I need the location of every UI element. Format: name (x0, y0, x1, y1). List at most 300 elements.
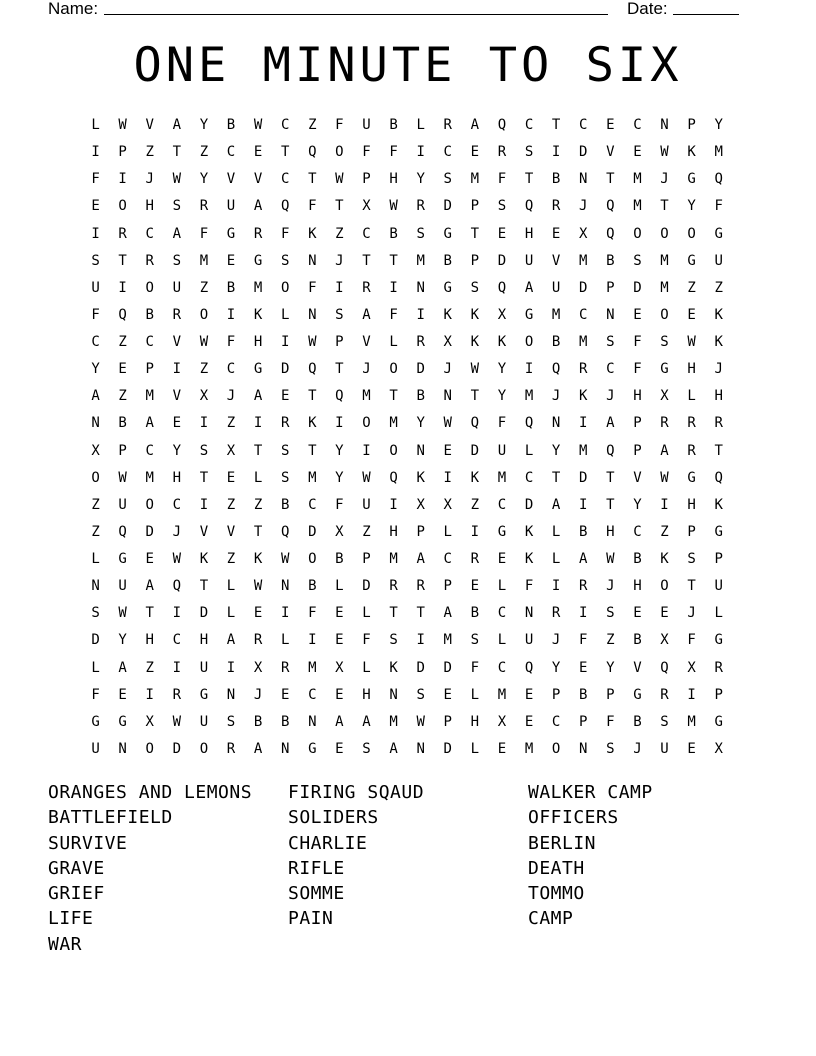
grid-letter: U (660, 740, 669, 757)
grid-letter: I (253, 415, 263, 432)
word-list-item: GRIEF (48, 883, 105, 905)
grid-letter: A (253, 388, 263, 405)
grid-letter: M (389, 713, 398, 730)
grid-letter: Q (172, 578, 182, 595)
grid-letter: J (253, 686, 263, 703)
grid-letter: S (606, 334, 615, 350)
grid-letter: I (280, 334, 290, 350)
grid-letter: L (443, 523, 452, 540)
grid-letter: T (606, 469, 615, 486)
grid-letter: S (362, 740, 371, 757)
grid-letter: K (443, 306, 452, 323)
grid-letter: O (91, 469, 100, 486)
grid-letter: M (579, 252, 588, 269)
grid-letter: R (172, 686, 182, 703)
grid-letter: A (172, 117, 182, 133)
grid-letter: O (362, 415, 371, 432)
grid-letter: B (633, 551, 642, 567)
grid-row (82, 250, 736, 277)
grid-letter: V (362, 334, 371, 350)
grid-letter: R (362, 279, 371, 296)
grid-letter: F (362, 144, 371, 161)
grid-letter: G (687, 171, 696, 188)
grid-letter: R (389, 578, 398, 595)
grid-letter: Q (118, 306, 127, 323)
grid-letter: A (145, 415, 154, 432)
grid-letter: X (443, 496, 452, 513)
grid-letter: L (226, 605, 236, 622)
grid-letter: K (714, 334, 723, 350)
grid-letter: E (470, 144, 480, 161)
grid-letter: G (253, 361, 263, 378)
grid-letter: Z (145, 144, 154, 161)
grid-letter: I (524, 361, 534, 378)
grid-letter: B (335, 551, 344, 567)
grid-letter: W (308, 334, 317, 350)
grid-letter: E (660, 605, 669, 622)
grid-letter: F (470, 659, 480, 676)
grid-letter: X (497, 306, 507, 323)
grid-letter: S (172, 252, 182, 269)
grid-letter: S (91, 252, 100, 269)
grid-letter: S (172, 198, 182, 215)
grid-letter: A (416, 551, 425, 567)
grid-letter: E (579, 659, 588, 676)
grid-letter: Q (389, 469, 398, 486)
grid-row (82, 440, 736, 467)
grid-row (82, 629, 736, 656)
grid-letter: P (633, 415, 642, 432)
grid-letter: R (660, 686, 669, 703)
grid-letter: W (606, 551, 615, 567)
grid-letter: X (714, 740, 723, 757)
grid-letter: E (335, 686, 344, 703)
grid-letter: J (660, 171, 669, 188)
grid-letter: I (226, 659, 236, 676)
grid-letter: D (91, 632, 100, 649)
grid-letter: K (470, 334, 480, 350)
grid-letter: T (389, 252, 398, 269)
grid-letter: Y (416, 171, 425, 188)
grid-row (82, 711, 736, 738)
grid-letter: U (497, 442, 507, 459)
grid-letter: N (524, 605, 534, 622)
grid-letter: W (389, 198, 398, 215)
grid-letter: P (470, 252, 480, 269)
grid-letter: S (280, 469, 290, 486)
grid-letter: F (91, 686, 100, 703)
grid-letter: C (172, 496, 182, 513)
grid-letter: Z (226, 415, 236, 432)
grid-letter: B (470, 605, 480, 622)
grid-letter: Q (606, 225, 615, 242)
grid-letter: U (118, 578, 127, 595)
grid-letter: D (362, 578, 371, 595)
grid-letter: E (280, 686, 290, 703)
grid-letter: L (226, 578, 236, 595)
grid-letter: I (687, 686, 696, 703)
grid-letter: P (714, 551, 723, 567)
grid-letter: C (145, 334, 154, 350)
grid-letter: K (579, 388, 588, 405)
word-list-item: WALKER CAMP (528, 782, 653, 803)
grid-letter: D (199, 605, 209, 622)
grid-letter: W (118, 117, 127, 133)
grid-letter: F (579, 632, 588, 649)
grid-letter: J (335, 252, 344, 269)
grid-letter: N (443, 388, 452, 405)
grid-letter: C (524, 117, 534, 133)
grid-letter: N (91, 578, 100, 595)
grid-letter: C (443, 551, 452, 567)
grid-letter: A (443, 605, 452, 622)
grid-letter: F (335, 117, 344, 133)
grid-letter: B (633, 632, 642, 649)
grid-letter: S (416, 686, 425, 703)
grid-row (82, 412, 736, 439)
grid-letter: E (443, 686, 452, 703)
grid-letter: Y (551, 442, 561, 459)
grid-letter: J (633, 740, 642, 757)
grid-letter: S (497, 198, 507, 215)
grid-letter: W (118, 469, 127, 486)
grid-letter: I (551, 578, 561, 595)
word-list-item: BERLIN (528, 832, 597, 854)
grid-letter: H (145, 198, 154, 215)
grid-letter: C (280, 171, 290, 188)
grid-letter: Z (118, 388, 127, 405)
grid-letter: K (524, 551, 534, 567)
grid-letter: C (443, 144, 452, 161)
grid-letter: O (145, 496, 154, 513)
word-list-item: ORANGES AND LEMONS (48, 782, 253, 803)
grid-letter: S (633, 252, 642, 269)
grid-letter: I (416, 306, 425, 323)
grid-letter: R (660, 415, 669, 432)
grid-letter: W (253, 117, 263, 133)
grid-letter: W (172, 551, 182, 567)
name-blank-line (104, 14, 608, 15)
grid-letter: I (470, 523, 480, 540)
grid-row (82, 168, 736, 195)
grid-letter: M (579, 442, 588, 459)
grid-letter: E (551, 225, 561, 242)
grid-letter: P (633, 442, 642, 459)
grid-letter: A (660, 442, 669, 459)
grid-letter: G (714, 225, 723, 242)
grid-letter: T (551, 469, 561, 486)
word-list-item: CAMP (528, 908, 574, 930)
grid-letter: M (145, 469, 154, 486)
grid-letter: H (172, 469, 182, 486)
grid-row (82, 223, 736, 250)
grid-letter: K (389, 659, 398, 676)
grid-letter: D (579, 469, 588, 486)
grid-row (82, 277, 736, 304)
grid-letter: M (497, 469, 507, 486)
grid-letter: V (226, 171, 236, 188)
grid-letter: X (226, 442, 236, 459)
grid-letter: U (362, 117, 371, 133)
grid-row (82, 304, 736, 331)
grid-letter: E (280, 388, 290, 405)
grid-letter: T (470, 225, 480, 242)
grid-letter: P (118, 144, 127, 161)
grid-letter: I (579, 605, 588, 622)
grid-letter: Z (226, 496, 236, 513)
grid-letter: X (579, 225, 588, 242)
grid-letter: H (633, 388, 642, 405)
grid-letter: C (308, 496, 317, 513)
grid-letter: Q (280, 198, 290, 215)
grid-letter: W (280, 551, 290, 567)
grid-letter: T (362, 252, 371, 269)
grid-letter: S (280, 442, 290, 459)
letter-grid (82, 114, 736, 762)
grid-letter: W (199, 334, 209, 350)
grid-letter: G (687, 252, 696, 269)
grid-letter: B (389, 225, 398, 242)
grid-letter: T (389, 605, 398, 622)
grid-letter: C (308, 686, 317, 703)
grid-letter: A (145, 578, 154, 595)
grid-letter: W (687, 334, 696, 350)
grid-letter: I (91, 225, 100, 242)
grid-letter: J (551, 388, 561, 405)
grid-letter: F (308, 605, 317, 622)
header-line (48, 0, 748, 20)
grid-letter: C (497, 605, 507, 622)
grid-letter: Y (551, 659, 561, 676)
grid-letter: M (660, 252, 669, 269)
grid-letter: C (579, 306, 588, 323)
grid-letter: V (253, 171, 263, 188)
grid-letter: A (362, 713, 371, 730)
grid-letter: Z (145, 659, 154, 676)
grid-letter: E (335, 605, 344, 622)
grid-letter: H (253, 334, 263, 350)
grid-letter: D (579, 279, 588, 296)
grid-letter: H (199, 632, 209, 649)
grid-letter: X (660, 632, 669, 649)
grid-letter: Z (335, 225, 344, 242)
grid-letter: O (118, 198, 127, 215)
grid-letter: H (714, 388, 723, 405)
grid-letter: Y (199, 117, 209, 133)
grid-letter: G (226, 225, 236, 242)
grid-letter: E (443, 442, 452, 459)
grid-letter: R (470, 551, 480, 567)
grid-letter: S (335, 306, 344, 323)
grid-row (82, 575, 736, 602)
grid-letter: Z (714, 279, 723, 296)
grid-row (82, 358, 736, 385)
grid-letter: S (199, 442, 209, 459)
grid-letter: F (389, 144, 398, 161)
grid-letter: I (416, 144, 425, 161)
grid-letter: A (335, 713, 344, 730)
grid-letter: L (91, 117, 100, 133)
grid-letter: I (172, 361, 182, 378)
grid-letter: G (714, 632, 723, 649)
grid-letter: M (497, 686, 507, 703)
grid-letter: Y (416, 415, 425, 432)
grid-letter: R (714, 659, 723, 676)
grid-letter: E (606, 117, 615, 133)
grid-letter: N (280, 578, 290, 595)
grid-letter: M (253, 279, 263, 296)
grid-letter: O (660, 306, 669, 323)
grid-letter: R (253, 225, 263, 242)
grid-letter: K (253, 306, 263, 323)
grid-letter: L (714, 605, 723, 622)
grid-letter: M (633, 198, 642, 215)
grid-letter: R (714, 415, 723, 432)
grid-letter: F (497, 415, 507, 432)
grid-letter: E (633, 306, 642, 323)
grid-letter: E (253, 605, 263, 622)
grid-letter: S (606, 605, 615, 622)
word-list-item: SOMME (288, 883, 345, 905)
grid-letter: V (226, 523, 236, 540)
grid-letter: P (714, 686, 723, 703)
grid-letter: P (416, 523, 425, 540)
grid-letter: L (335, 578, 344, 595)
grid-letter: B (416, 388, 425, 405)
grid-letter: N (416, 740, 425, 757)
grid-letter: X (362, 198, 371, 215)
grid-letter: Q (551, 361, 561, 378)
grid-letter: T (308, 442, 317, 459)
grid-letter: B (551, 334, 561, 350)
grid-letter: O (660, 578, 669, 595)
grid-letter: X (91, 442, 100, 459)
grid-letter: E (335, 740, 344, 757)
grid-letter: F (280, 225, 290, 242)
grid-letter: I (335, 279, 344, 296)
grid-letter: T (253, 442, 263, 459)
grid-letter: I (91, 144, 100, 161)
grid-letter: X (253, 659, 263, 676)
grid-letter: E (118, 686, 127, 703)
grid-row (82, 114, 736, 141)
page-title: ONE MINUTE TO SIX (133, 38, 683, 93)
word-list-item: SURVIVE (48, 832, 128, 854)
grid-letter: L (687, 388, 696, 405)
grid-letter: Y (687, 198, 696, 215)
grid-letter: T (145, 605, 154, 622)
grid-letter: U (91, 740, 100, 757)
grid-letter: I (145, 686, 154, 703)
grid-letter: E (172, 415, 182, 432)
grid-letter: M (551, 306, 561, 323)
grid-letter: X (443, 334, 452, 350)
grid-letter: C (145, 225, 154, 242)
grid-letter: R (280, 659, 290, 676)
grid-letter: D (308, 523, 317, 540)
grid-letter: K (524, 523, 534, 540)
grid-letter: L (551, 523, 561, 540)
grid-letter: Z (199, 361, 209, 378)
grid-letter: M (389, 551, 398, 567)
grid-letter: W (335, 171, 344, 188)
grid-letter: A (253, 740, 263, 757)
grid-letter: V (633, 659, 642, 676)
grid-letter: O (199, 740, 209, 757)
grid-letter: J (606, 578, 615, 595)
grid-letter: E (145, 551, 154, 567)
grid-letter: L (497, 632, 507, 649)
grid-letter: K (199, 551, 209, 567)
grid-letter: C (551, 713, 561, 730)
grid-letter: Y (172, 442, 182, 459)
grid-letter: A (362, 306, 371, 323)
grid-letter: W (362, 469, 371, 486)
grid-letter: I (335, 415, 344, 432)
grid-letter: I (443, 469, 452, 486)
word-list-item: DEATH (528, 857, 585, 879)
grid-letter: P (551, 686, 561, 703)
grid-letter: U (524, 252, 534, 269)
grid-letter: F (524, 578, 534, 595)
grid-letter: C (145, 442, 154, 459)
grid-letter: R (172, 306, 182, 323)
grid-letter: L (470, 740, 480, 757)
grid-letter: P (606, 279, 615, 296)
grid-letter: W (660, 469, 669, 486)
grid-letter: Q (524, 198, 534, 215)
grid-letter: K (416, 469, 425, 486)
grid-letter: X (145, 713, 154, 730)
grid-letter: Y (335, 442, 344, 459)
grid-letter: U (714, 578, 723, 595)
grid-letter: M (308, 659, 317, 676)
grid-letter: R (416, 334, 425, 350)
grid-letter: R (551, 605, 561, 622)
grid-letter: O (660, 225, 669, 242)
grid-letter: M (362, 388, 371, 405)
grid-row (82, 385, 736, 412)
grid-letter: O (389, 442, 398, 459)
grid-letter: Q (308, 361, 317, 378)
grid-letter: N (308, 252, 317, 269)
grid-letter: U (118, 496, 127, 513)
grid-letter: G (687, 469, 696, 486)
grid-letter: Y (633, 496, 642, 513)
grid-letter: Q (606, 442, 615, 459)
grid-letter: O (551, 740, 561, 757)
grid-letter: E (226, 252, 236, 269)
grid-letter: Z (253, 496, 263, 513)
grid-letter: T (308, 171, 317, 188)
grid-letter: H (470, 713, 480, 730)
grid-letter: G (633, 686, 642, 703)
grid-letter: S (91, 605, 100, 622)
grid-letter: M (579, 334, 588, 350)
word-list-item: RIFLE (288, 857, 345, 879)
grid-letter: B (253, 713, 263, 730)
grid-letter: S (660, 713, 669, 730)
grid-letter: W (443, 415, 452, 432)
grid-letter: T (118, 252, 127, 269)
grid-letter: L (362, 659, 371, 676)
word-list (48, 780, 768, 957)
grid-letter: T (280, 144, 290, 161)
grid-letter: W (253, 578, 263, 595)
grid-letter: R (145, 252, 154, 269)
grid-letter: Q (524, 659, 534, 676)
grid-row (82, 467, 736, 494)
